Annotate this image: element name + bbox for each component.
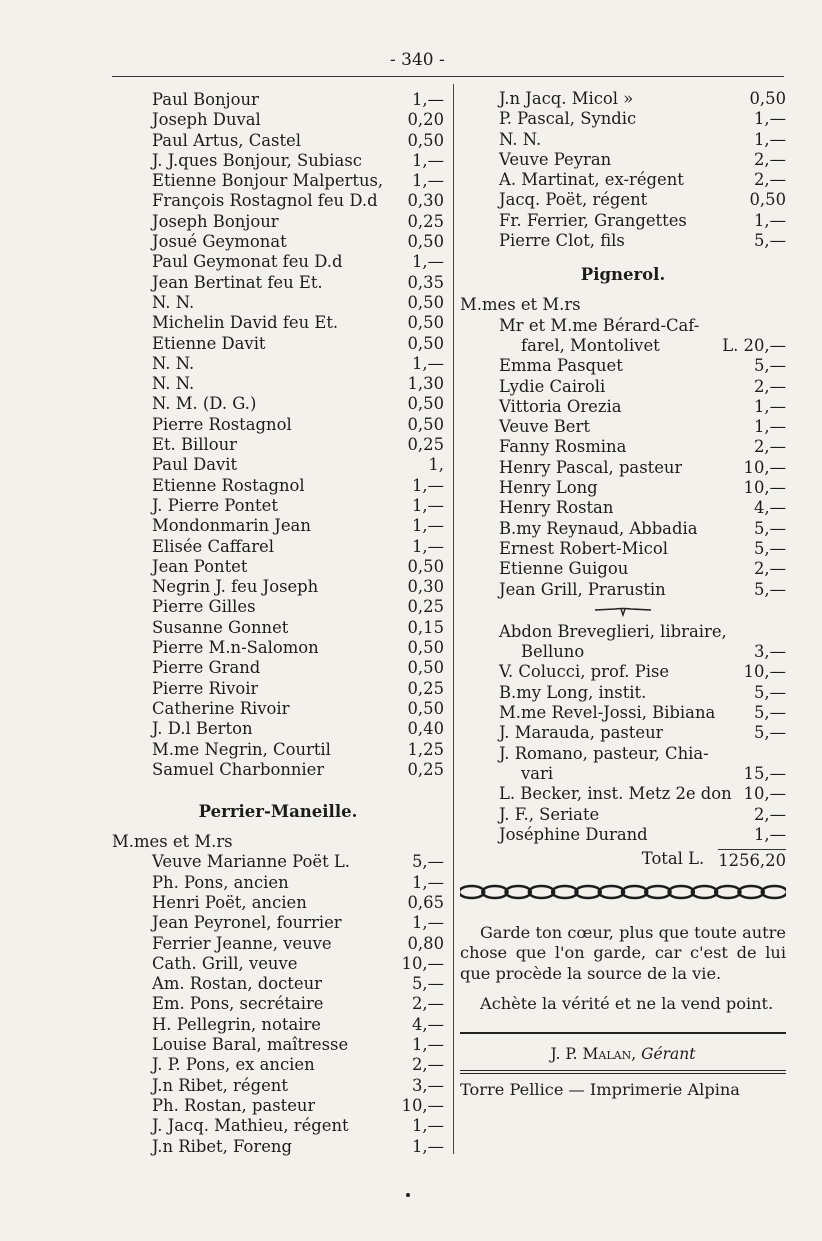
list-item bbox=[112, 191, 444, 211]
entry-name: Josué Geymonat bbox=[152, 232, 287, 252]
entry-amount: 0,50 bbox=[407, 130, 444, 150]
entry-name: Susanne Gonnet bbox=[152, 617, 289, 637]
list-item bbox=[460, 417, 786, 437]
entry-amount: 1,— bbox=[411, 495, 444, 515]
entry-name: Am. Rostan, docteur bbox=[152, 974, 322, 994]
entry-amount: 1,— bbox=[753, 396, 786, 416]
list-item bbox=[112, 954, 444, 974]
entry-name: J. F., Seriate bbox=[499, 804, 600, 824]
entry-name: Jean Pontet bbox=[152, 556, 248, 576]
entry-name: Pierre Clot, fils bbox=[499, 231, 625, 251]
list-item bbox=[460, 683, 786, 703]
entry-amount: 0,25 bbox=[407, 678, 444, 698]
entry-amount: 1,— bbox=[411, 1116, 444, 1136]
list-item bbox=[112, 1137, 444, 1157]
ink-dot bbox=[406, 1193, 410, 1197]
entry-name: Michelin David feu Et. bbox=[152, 313, 339, 333]
header-rule bbox=[112, 76, 784, 77]
entry-amount: 0,50 bbox=[407, 333, 444, 353]
list-item bbox=[112, 334, 444, 354]
entry-name: J. D.l Berton bbox=[152, 719, 253, 739]
entry-name: Fr. Ferrier, Grangettes bbox=[499, 210, 687, 230]
list-item bbox=[112, 913, 444, 933]
list-item bbox=[460, 231, 786, 251]
list-item bbox=[112, 597, 444, 617]
entry-name: Joséphine Durand bbox=[499, 824, 648, 844]
list-item bbox=[112, 415, 444, 435]
entry-name: François Rostagnol feu D.d bbox=[152, 191, 378, 211]
list-item bbox=[112, 455, 444, 475]
list-item bbox=[460, 622, 786, 642]
entry-name: Fanny Rosmina bbox=[499, 437, 627, 457]
entry-amount: 0,50 bbox=[407, 698, 444, 718]
chain-link bbox=[529, 886, 554, 898]
entry-name: P. Pascal, Syndic bbox=[499, 109, 637, 129]
entry-amount: 1,— bbox=[411, 252, 444, 272]
list-item bbox=[112, 557, 444, 577]
entry-amount: 15,— bbox=[743, 763, 786, 783]
printer-line: Torre Pellice — Imprimerie Alpina bbox=[460, 1080, 740, 1100]
entry-name: J. Jacq. Mathieu, régent bbox=[152, 1116, 349, 1136]
entry-amount: 5,— bbox=[753, 723, 786, 743]
entry-name: N. N. bbox=[152, 353, 195, 373]
entry-name: Henry Rostan bbox=[499, 498, 614, 518]
list-item bbox=[460, 519, 786, 539]
page-number: - 340 - bbox=[390, 50, 445, 70]
entry-amount: 10,— bbox=[743, 784, 786, 804]
entry-amount: 3,— bbox=[753, 642, 786, 662]
entry-name: Pierre Rivoir bbox=[152, 678, 259, 698]
currency-mark: L. bbox=[722, 335, 739, 355]
entry-amount: 5,— bbox=[753, 682, 786, 702]
chain-link bbox=[622, 886, 647, 898]
group-label: M.mes et M.rs bbox=[112, 832, 233, 852]
list-item bbox=[460, 356, 786, 376]
entry-amount: 1,— bbox=[411, 475, 444, 495]
entry-name: J. J.ques Bonjour, Subiasc bbox=[152, 150, 362, 170]
entry-amount: 2,— bbox=[753, 804, 786, 824]
pignerol-entry-list bbox=[460, 356, 786, 600]
entry-amount: 1,— bbox=[411, 353, 444, 373]
entry-name: vari bbox=[521, 763, 554, 783]
entry-name: Henry Long bbox=[499, 478, 598, 498]
list-item bbox=[112, 110, 444, 130]
entry-amount: 0,50 bbox=[749, 190, 786, 210]
entry-name: Mondonmarin Jean bbox=[152, 516, 311, 536]
entry-amount: 2,— bbox=[753, 437, 786, 457]
entry-name: H. Pellegrin, notaire bbox=[152, 1014, 321, 1034]
entry-name: A. Martinat, ex-régent bbox=[499, 170, 684, 190]
entry-name: Samuel Charbonnier bbox=[152, 759, 325, 779]
entry-name: J.n Ribet, régent bbox=[152, 1075, 288, 1095]
entry-amount: 5,— bbox=[411, 974, 444, 994]
list-item bbox=[460, 377, 786, 397]
entry-amount: 0,15 bbox=[407, 617, 444, 637]
entry-name: N. N. bbox=[499, 129, 542, 149]
entry-amount: 0,50 bbox=[407, 232, 444, 252]
manager-role: Gérant bbox=[641, 1045, 696, 1064]
entry-amount: 1,— bbox=[411, 90, 444, 109]
list-item bbox=[112, 638, 444, 658]
entry-amount: 4,— bbox=[753, 498, 786, 518]
right-entry-list bbox=[460, 89, 786, 251]
quote-text: Garde ton cœur, plus que toute autre chose que l'on garde, car c'est de lui que procède la source de la vie. bbox=[460, 923, 786, 983]
entry-name: J. Marauda, pasteur bbox=[499, 723, 664, 743]
entry-name: N. N. bbox=[152, 374, 195, 394]
entry-amount: 1,— bbox=[411, 1136, 444, 1156]
quote-text: Achète la vérité et ne la vend point. bbox=[480, 993, 774, 1013]
total-value: 1256,20 bbox=[718, 851, 786, 871]
list-item bbox=[112, 151, 444, 171]
total-row bbox=[460, 849, 786, 871]
list-item bbox=[460, 458, 786, 478]
entry-amount: 20,— bbox=[743, 335, 786, 355]
list-item bbox=[112, 232, 444, 252]
list-item bbox=[112, 293, 444, 313]
entry-name: N. N. bbox=[152, 292, 195, 312]
entry-amount: 0,50 bbox=[407, 556, 444, 576]
entry-name: J.n Ribet, Foreng bbox=[152, 1136, 292, 1156]
entry-name: Etienne Guigou bbox=[499, 559, 629, 579]
entry-name: J. Romano, pasteur, Chia- bbox=[499, 743, 709, 763]
final-entry-list bbox=[460, 784, 786, 845]
list-item bbox=[112, 852, 444, 872]
entry-amount: 1,— bbox=[411, 872, 444, 892]
chain-link bbox=[715, 886, 740, 898]
entry-name: N. M. (D. G.) bbox=[152, 394, 257, 414]
entry-name: Henri Poët, ancien bbox=[152, 892, 307, 912]
entry-amount: 0,50 bbox=[407, 638, 444, 658]
ornament-divider bbox=[460, 600, 786, 622]
manager-line bbox=[460, 1044, 786, 1064]
list-item bbox=[460, 784, 786, 804]
list-item bbox=[112, 1116, 444, 1136]
entry-amount: 0,25 bbox=[407, 597, 444, 617]
list-item bbox=[112, 994, 444, 1014]
entry-amount: 1,— bbox=[753, 824, 786, 844]
list-item bbox=[460, 703, 786, 723]
list-item bbox=[460, 662, 786, 682]
entry-amount: 3,— bbox=[411, 1075, 444, 1095]
entry-name: Etienne Rostagnol bbox=[152, 475, 305, 495]
entry-name: Etienne Bonjour Malpertus, bbox=[152, 171, 384, 191]
entry-amount: 5,— bbox=[753, 518, 786, 538]
total-label: Total L. bbox=[641, 849, 705, 869]
list-item bbox=[112, 496, 444, 516]
entry-name: Veuve Marianne Poët L. bbox=[152, 852, 351, 872]
entry-name: Ernest Robert-Micol bbox=[499, 538, 668, 558]
chain-link bbox=[645, 886, 670, 898]
list-item bbox=[112, 719, 444, 739]
entry-amount: 1,— bbox=[753, 417, 786, 437]
entry-name: Joseph Bonjour bbox=[152, 211, 279, 231]
entry-name: Mr et M.me Bérard-Caf- bbox=[499, 315, 700, 335]
entry-name: Louise Baral, maîtresse bbox=[152, 1035, 349, 1055]
chain-link bbox=[482, 886, 507, 898]
list-item bbox=[112, 354, 444, 374]
entry-amount: 0,80 bbox=[407, 933, 444, 953]
list-item bbox=[460, 109, 786, 129]
list-item bbox=[112, 893, 444, 913]
list-item bbox=[112, 1015, 444, 1035]
list-item bbox=[460, 744, 786, 764]
entry-amount: 1,— bbox=[753, 129, 786, 149]
entry-amount: 0,65 bbox=[407, 892, 444, 912]
entry-name: Veuve Peyran bbox=[499, 149, 612, 169]
list-item bbox=[112, 934, 444, 954]
list-item bbox=[460, 211, 786, 231]
entry-name: Joseph Duval bbox=[152, 110, 261, 130]
entry-amount: 1,30 bbox=[407, 374, 444, 394]
entry-name: Pierre Rostagnol bbox=[152, 414, 292, 434]
list-item bbox=[112, 435, 444, 455]
entry-name: B.my Long, instit. bbox=[499, 682, 647, 702]
entry-name: B.my Reynaud, Abbadia bbox=[499, 518, 698, 538]
entry-amount: 0,50 bbox=[407, 292, 444, 312]
entry-amount: 2,— bbox=[753, 149, 786, 169]
list-item bbox=[112, 1035, 444, 1055]
entry-name: Henry Pascal, pasteur bbox=[499, 457, 683, 477]
entry-amount: 0,30 bbox=[407, 577, 444, 597]
list-item bbox=[112, 658, 444, 678]
chain-link bbox=[576, 886, 601, 898]
list-item bbox=[460, 805, 786, 825]
entry-amount: 10,— bbox=[401, 953, 444, 973]
entry-amount: 5,— bbox=[753, 356, 786, 376]
list-item bbox=[112, 873, 444, 893]
list-item bbox=[460, 478, 786, 498]
list-item bbox=[460, 130, 786, 150]
entry-amount: 1,— bbox=[753, 210, 786, 230]
left-entry-list bbox=[112, 90, 444, 780]
entry-name: Veuve Bert bbox=[499, 417, 590, 437]
ornament-icon bbox=[593, 604, 653, 618]
chain-link bbox=[599, 886, 624, 898]
list-item bbox=[112, 760, 444, 780]
entry-amount: 10,— bbox=[743, 662, 786, 682]
entry-name: Paul Geymonat feu D.d bbox=[152, 252, 343, 272]
entry-amount: 2,— bbox=[411, 1055, 444, 1075]
section-title-pignerol: Pignerol. bbox=[580, 265, 666, 285]
chain-link bbox=[460, 886, 484, 898]
list-item bbox=[460, 170, 786, 190]
entry-amount: 0,20 bbox=[407, 110, 444, 130]
list-item bbox=[112, 374, 444, 394]
list-item bbox=[460, 89, 786, 109]
list-item bbox=[112, 679, 444, 699]
entry-name: Negrin J. feu Joseph bbox=[152, 577, 319, 597]
manager-name: J. P. Malan, bbox=[550, 1045, 637, 1064]
entry-name: Pierre Gilles bbox=[152, 597, 256, 617]
list-item bbox=[112, 131, 444, 151]
entry-name: Elisée Caffarel bbox=[152, 536, 274, 556]
entry-name: Jean Grill, Prarustin bbox=[499, 579, 666, 599]
entry-name: J. Pierre Pontet bbox=[152, 495, 278, 515]
entry-amount: 2,— bbox=[411, 994, 444, 1014]
list-item bbox=[460, 825, 786, 845]
list-item bbox=[112, 212, 444, 232]
list-item bbox=[112, 1076, 444, 1096]
entry-amount: 1,— bbox=[411, 536, 444, 556]
entry-amount: 1,— bbox=[411, 150, 444, 170]
list-item bbox=[112, 394, 444, 414]
entry-amount: 1,— bbox=[411, 171, 444, 191]
entry-amount: 0,50 bbox=[407, 394, 444, 414]
footer-rule bbox=[460, 1032, 786, 1034]
chain-link bbox=[552, 886, 577, 898]
list-item bbox=[460, 580, 786, 600]
list-item bbox=[112, 171, 444, 191]
entry-amount: 5,— bbox=[411, 852, 444, 872]
entry-amount: 0,25 bbox=[407, 211, 444, 231]
list-item bbox=[460, 539, 786, 559]
perrier-entry-list bbox=[112, 852, 444, 1156]
entry-name: Paul Bonjour bbox=[152, 90, 259, 109]
list-item bbox=[460, 723, 786, 743]
entry-amount: 0,50 bbox=[407, 414, 444, 434]
entry-amount: 5,— bbox=[753, 579, 786, 599]
entry-name: Et. Billour bbox=[152, 435, 238, 455]
list-item bbox=[460, 316, 786, 336]
chain-link bbox=[669, 886, 694, 898]
list-item bbox=[460, 190, 786, 210]
chain-ornament-icon bbox=[460, 881, 786, 903]
list-item bbox=[112, 1055, 444, 1075]
entry-amount: 1, bbox=[428, 455, 444, 475]
chain-link bbox=[762, 886, 786, 898]
entry-name: Paul Artus, Castel bbox=[152, 130, 301, 150]
entry-name: Ferrier Jeanne, veuve bbox=[152, 933, 332, 953]
entry-amount: 10,— bbox=[743, 478, 786, 498]
entry-amount: 2,— bbox=[753, 376, 786, 396]
entry-amount: 5,— bbox=[753, 538, 786, 558]
entry-name: Lydie Cairoli bbox=[499, 376, 606, 396]
entry-name: farel, Montolivet bbox=[521, 335, 660, 355]
list-item bbox=[460, 764, 786, 784]
list-item bbox=[112, 516, 444, 536]
list-item bbox=[112, 1096, 444, 1116]
entry-amount: 0,35 bbox=[407, 272, 444, 292]
right-column bbox=[460, 89, 786, 1100]
list-item bbox=[112, 476, 444, 496]
chain-link bbox=[692, 886, 717, 898]
entry-name: Pierre Grand bbox=[152, 658, 261, 678]
entry-amount: 5,— bbox=[753, 231, 786, 251]
entry-name: J. P. Pons, ex ancien bbox=[152, 1055, 315, 1075]
section-title-perrier: Perrier-Maneille. bbox=[198, 802, 358, 822]
entry-name: V. Colucci, prof. Pise bbox=[499, 662, 670, 682]
entry-amount: 1,25 bbox=[407, 739, 444, 759]
entry-name: Abdon Breveglieri, libraire, bbox=[499, 621, 727, 641]
entry-name: Emma Pasquet bbox=[499, 356, 623, 376]
entry-name: Paul Davit bbox=[152, 455, 238, 475]
entry-amount: 0,50 bbox=[749, 89, 786, 108]
entry-amount: 0,50 bbox=[407, 313, 444, 333]
entry-name: M.me Revel-Jossi, Bibiana bbox=[499, 703, 716, 723]
list-item bbox=[460, 437, 786, 457]
entry-amount: 1,— bbox=[753, 109, 786, 129]
list-item bbox=[112, 699, 444, 719]
list-item bbox=[112, 740, 444, 760]
entry-name: Jean Bertinat feu Et. bbox=[152, 272, 323, 292]
entry-amount: 1,— bbox=[411, 1035, 444, 1055]
entry-name: Jean Peyronel, fourrier bbox=[152, 913, 342, 933]
entry-amount: 2,— bbox=[753, 170, 786, 190]
chain-link bbox=[739, 886, 764, 898]
entry-amount: 0,25 bbox=[407, 759, 444, 779]
entry-amount: 1,— bbox=[411, 913, 444, 933]
list-item bbox=[112, 252, 444, 272]
group-label: M.mes et M.rs bbox=[460, 295, 581, 315]
entry-name: Em. Pons, secrétaire bbox=[152, 994, 324, 1014]
list-item bbox=[112, 537, 444, 557]
entry-amount: 0,25 bbox=[407, 435, 444, 455]
column-divider bbox=[453, 84, 454, 1154]
entry-name: Cath. Grill, veuve bbox=[152, 953, 298, 973]
entry-amount: 2,— bbox=[753, 559, 786, 579]
entry-amount: 0,50 bbox=[407, 658, 444, 678]
entry-amount: 0,30 bbox=[407, 191, 444, 211]
entry-name: Belluno bbox=[521, 642, 585, 662]
list-item bbox=[460, 397, 786, 417]
list-item bbox=[112, 273, 444, 293]
list-item bbox=[460, 336, 786, 356]
entry-amount: 10,— bbox=[743, 457, 786, 477]
entry-amount: 0,40 bbox=[407, 719, 444, 739]
entry-amount: 1,— bbox=[411, 516, 444, 536]
chain-link bbox=[506, 886, 531, 898]
entry-name: Etienne Davit bbox=[152, 333, 266, 353]
left-column bbox=[112, 90, 444, 1157]
other-entry-list bbox=[460, 662, 786, 743]
entry-amount: 5,— bbox=[753, 703, 786, 723]
list-item bbox=[112, 90, 444, 110]
list-item bbox=[460, 150, 786, 170]
list-item bbox=[112, 618, 444, 638]
list-item bbox=[460, 559, 786, 579]
list-item bbox=[460, 498, 786, 518]
entry-name: Ph. Rostan, pasteur bbox=[152, 1095, 316, 1115]
entry-name: Ph. Pons, ancien bbox=[152, 872, 289, 892]
entry-amount: 10,— bbox=[401, 1095, 444, 1115]
entry-name: Pierre M.n-Salomon bbox=[152, 638, 319, 658]
list-item bbox=[460, 642, 786, 662]
entry-amount: 4,— bbox=[411, 1014, 444, 1034]
entry-name: M.me Negrin, Courtil bbox=[152, 739, 331, 759]
entry-name: L. Becker, inst. Metz 2e don bbox=[499, 784, 732, 804]
entry-name: Vittoria Orezia bbox=[499, 396, 622, 416]
list-item bbox=[112, 974, 444, 994]
list-item bbox=[112, 313, 444, 333]
footer-double-rule bbox=[460, 1070, 786, 1074]
entry-name: Catherine Rivoir bbox=[152, 698, 290, 718]
list-item bbox=[112, 577, 444, 597]
entry-name: J.n Jacq. Micol » bbox=[499, 89, 634, 108]
entry-name: Jacq. Poët, régent bbox=[499, 190, 648, 210]
